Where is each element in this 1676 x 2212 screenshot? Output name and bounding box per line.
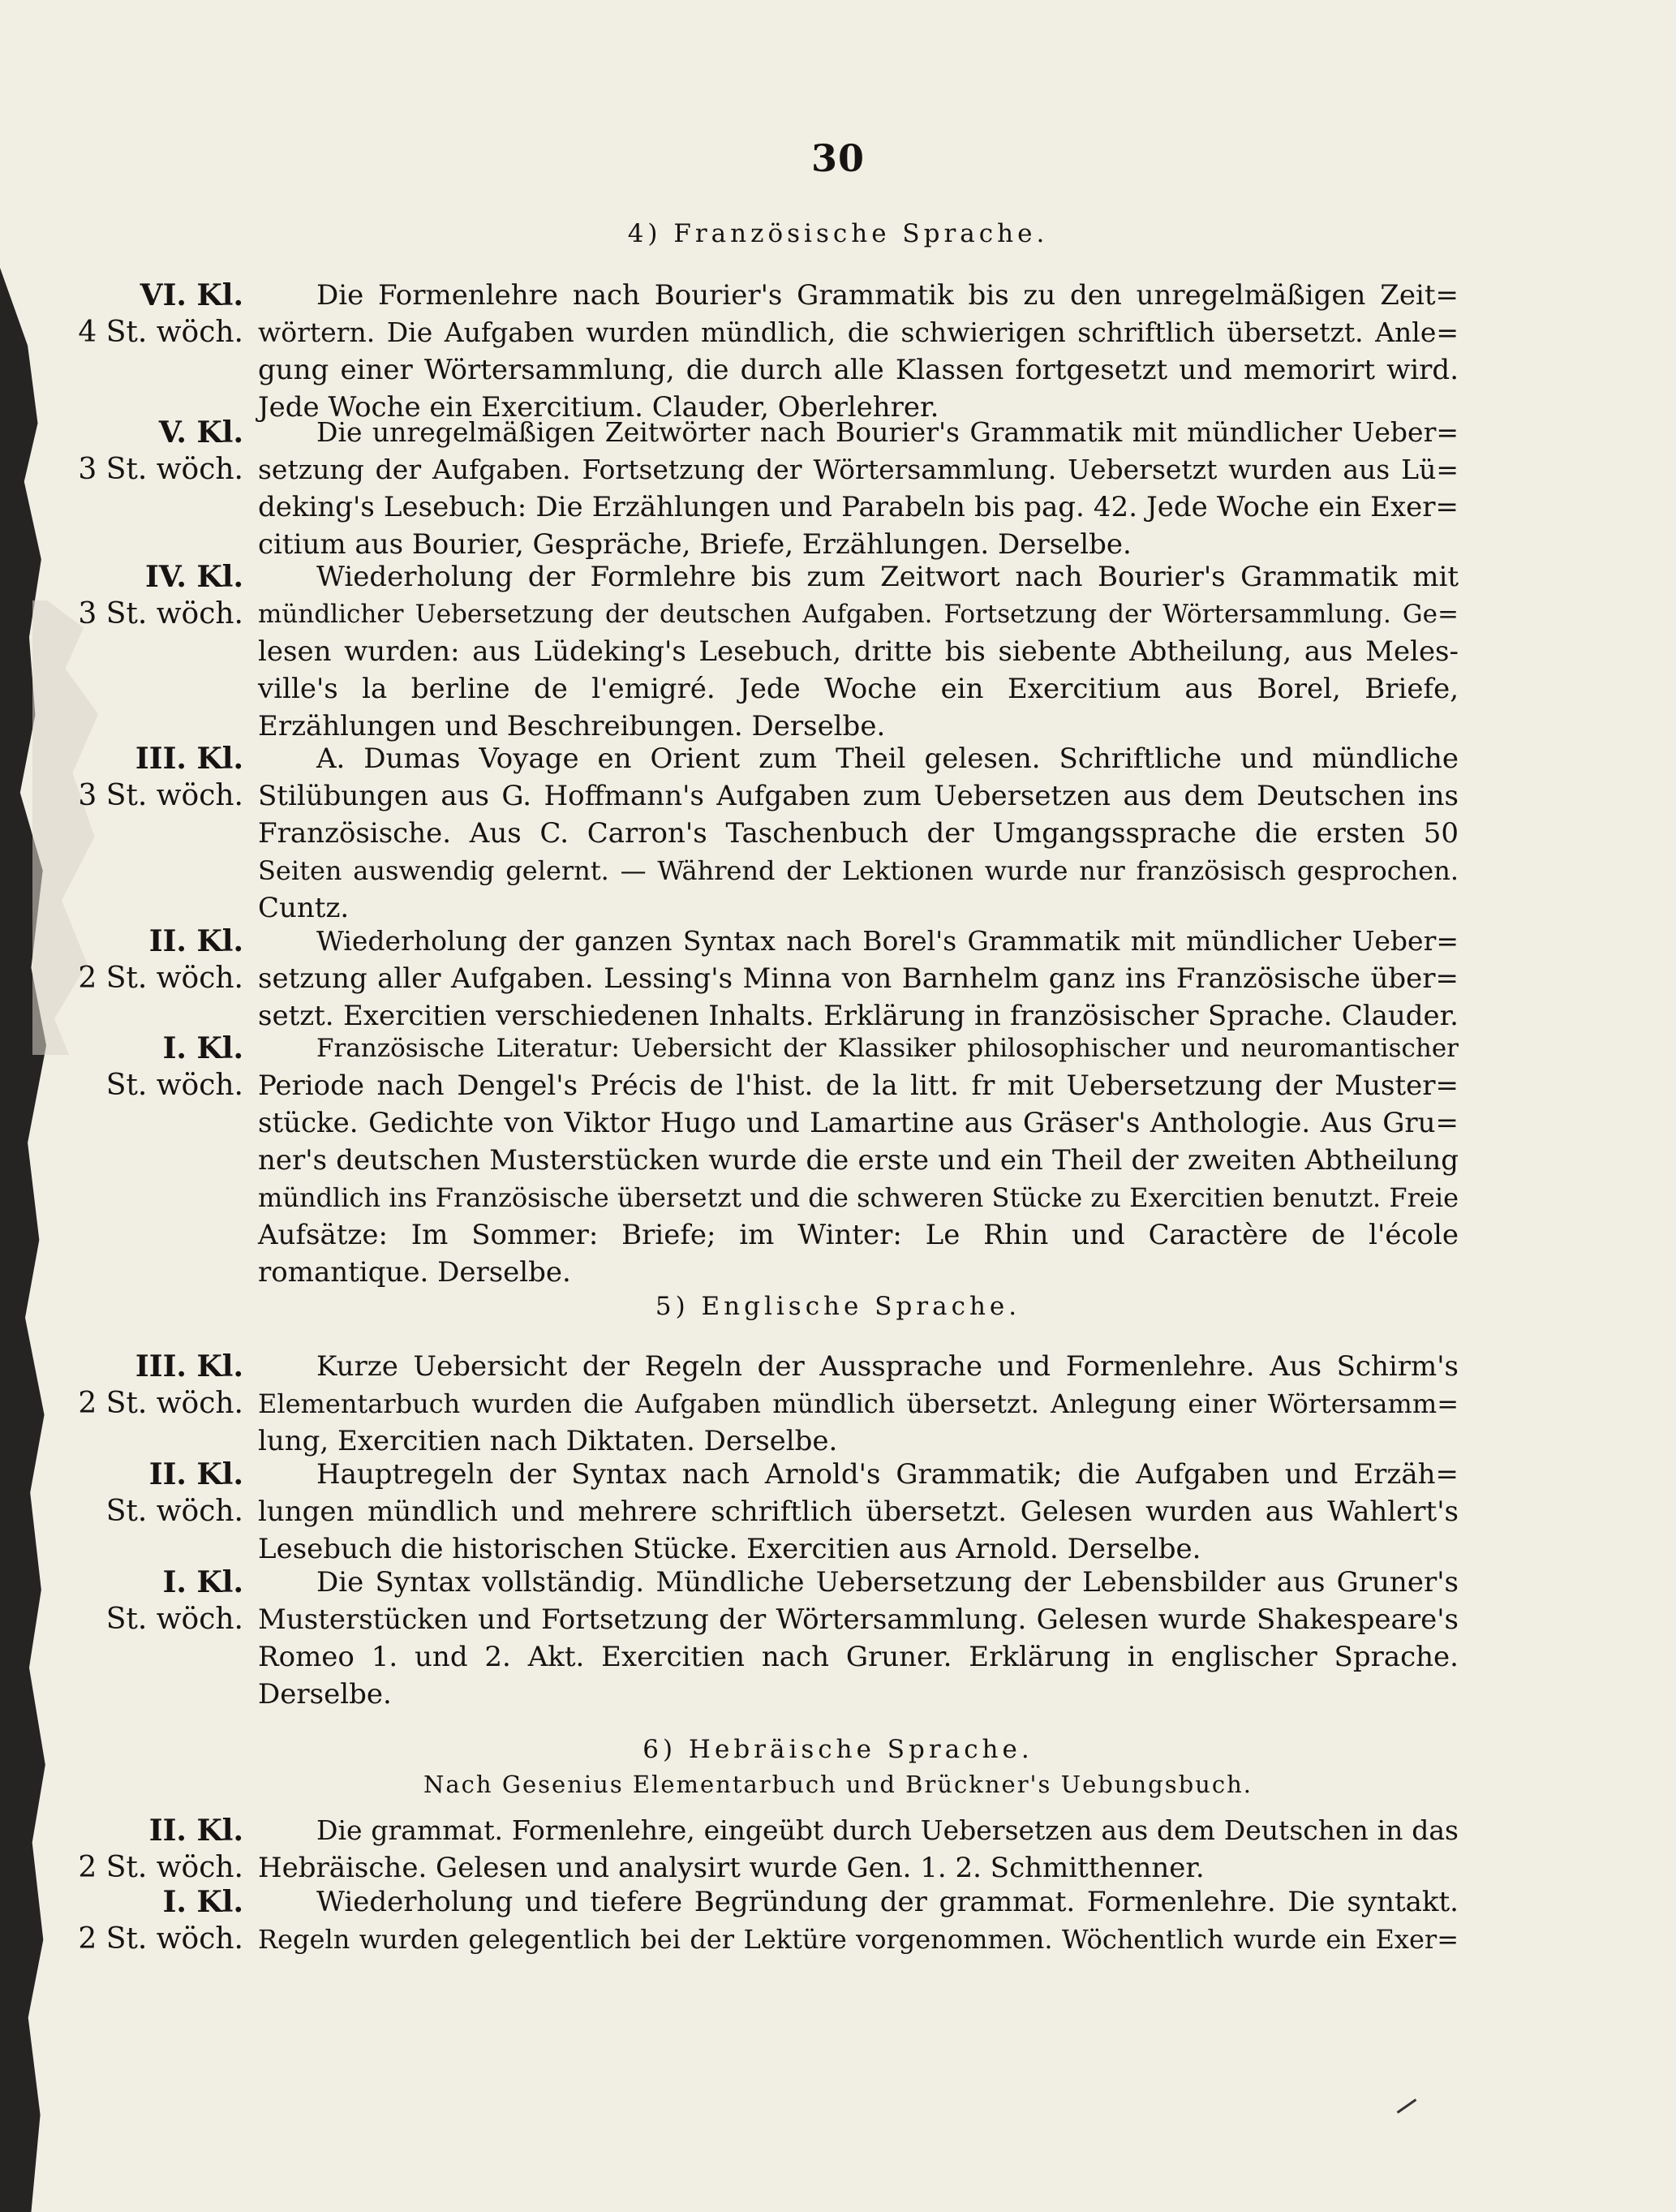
text-line: A. Dumas Voyage en Orient zum Theil gelesen. Schriftliche und mündliche bbox=[316, 742, 1459, 775]
text-line: lung, Exercitien nach Diktaten. Derselbe. bbox=[258, 1425, 838, 1457]
hours-label: 2 St. wöch. bbox=[78, 1922, 243, 1956]
text-line: Die grammat. Formenlehre, eingeübt durch Uebersetzen aus dem Deutschen in das bbox=[316, 1814, 1459, 1846]
text-line: Cuntz. bbox=[258, 892, 350, 924]
hours-label: 2 St. wöch. bbox=[78, 1387, 243, 1420]
text-line: Regeln wurden gelegentlich bei der Lektüre vorgenommen. Wöchentlich wurde ein Exer= bbox=[258, 1924, 1459, 1955]
text-line: Hebräische. Gelesen und analysirt wurde Gen. 1. 2. Schmitthenner. bbox=[258, 1852, 1205, 1884]
text-line: Die Syntax vollständig. Mündliche Uebersetzung der Lebensbilder aus Gruner's bbox=[316, 1566, 1459, 1599]
class-label: III. Kl. bbox=[135, 1349, 243, 1384]
text-line: Französische. Aus C. Carron's Taschenbuch der Umgangssprache die ersten 50 bbox=[258, 817, 1459, 850]
text-line: Hauptregeln der Syntax nach Arnold's Grammatik; die Aufgaben und Erzäh= bbox=[316, 1458, 1459, 1491]
class-label: III. Kl. bbox=[135, 742, 243, 776]
hours-label: St. wöch. bbox=[105, 1495, 243, 1528]
text-line: Stilübungen aus G. Hoffmann's Aufgaben zum Uebersetzen aus dem Deutschen ins bbox=[258, 780, 1459, 812]
class-label: I. Kl. bbox=[162, 1885, 243, 1919]
text-line: setzung der Aufgaben. Fortsetzung der Wörtersammlung. Uebersetzt wurden aus Lü= bbox=[258, 454, 1459, 485]
hours-label: St. wöch. bbox=[105, 1603, 243, 1636]
text-line: Erzählungen und Beschreibungen. Derselbe. bbox=[258, 710, 886, 742]
text-line: setzt. Exercitien verschiedenen Inhalts. Erklärung in französischer Sprache. Clauder. bbox=[258, 1000, 1459, 1032]
class-label: VI. Kl. bbox=[140, 278, 243, 312]
text-line: Französische Literatur: Uebersicht der Klassiker philosophischer und neuromantischer bbox=[316, 1034, 1459, 1063]
page-number: 30 bbox=[810, 136, 865, 180]
hours-label: 2 St. wöch. bbox=[78, 962, 243, 995]
text-line: Aufsätze: Im Sommer: Briefe; im Winter: Le Rhin und Caractère de l'école bbox=[258, 1219, 1459, 1251]
class-label: I. Kl. bbox=[162, 1031, 243, 1065]
text-line: Elementarbuch wurden die Aufgaben mündlich übersetzt. Anlegung einer Wörtersamm= bbox=[258, 1388, 1459, 1419]
text-line: lesen wurden: aus Lüdeking's Lesebuch, dritte bis siebente Abtheilung, aus Meles- bbox=[258, 635, 1459, 668]
text-line: ville's la berline de l'emigré. Jede Woche ein Exercitium aus Borel, Briefe, bbox=[258, 673, 1459, 705]
text-line: Jede Woche ein Exercitium. Clauder, Oberlehrer. bbox=[258, 391, 939, 424]
text-line: Wiederholung der Formlehre bis zum Zeitwort nach Bourier's Grammatik mit bbox=[316, 561, 1459, 593]
section-title-english: 5) Englische Sprache. bbox=[655, 1292, 1021, 1321]
hours-label: 2 St. wöch. bbox=[78, 1851, 243, 1884]
hours-label: 3 St. wöch. bbox=[78, 597, 243, 630]
text-line: Die unregelmäßigen Zeitwörter nach Bourier's Grammatik mit mündlicher Ueber= bbox=[316, 416, 1459, 448]
text-line: citium aus Bourier, Gespräche, Briefe, Erzählungen. Derselbe. bbox=[258, 528, 1132, 561]
text-line: Seiten auswendig gelernt. — Während der Lektionen wurde nur französisch gesprochen. bbox=[258, 855, 1459, 886]
pencil-mark bbox=[1397, 2098, 1417, 2114]
text-line: deking's Lesebuch: Die Erzählungen und Parabeln bis pag. 42. Jede Woche ein Exer= bbox=[258, 491, 1459, 523]
hours-label: 4 St. wöch. bbox=[78, 316, 243, 349]
section-title-hebrew: 6) Hebräische Sprache. bbox=[642, 1735, 1034, 1764]
text-line: Wiederholung der ganzen Syntax nach Borel's Grammatik mit mündlicher Ueber= bbox=[316, 925, 1459, 957]
class-label: II. Kl. bbox=[148, 1814, 243, 1848]
text-line: setzung aller Aufgaben. Lessing's Minna von Barnhelm ganz ins Französische über= bbox=[258, 962, 1459, 995]
class-label: II. Kl. bbox=[148, 1457, 243, 1491]
text-line: lungen mündlich und mehrere schriftlich übersetzt. Gelesen wurden aus Wahlert's bbox=[258, 1495, 1459, 1528]
section-subtitle-hebrew: Nach Gesenius Elementarbuch und Brückner's Uebungsbuch. bbox=[423, 1771, 1253, 1798]
hours-label: St. wöch. bbox=[105, 1069, 243, 1102]
text-line: Romeo 1. und 2. Akt. Exercitien nach Gruner. Erklärung in englischer Sprache. bbox=[258, 1641, 1459, 1673]
class-label: IV. Kl. bbox=[144, 560, 243, 594]
text-line: romantique. Derselbe. bbox=[258, 1256, 571, 1289]
class-label: I. Kl. bbox=[162, 1565, 243, 1599]
class-label: II. Kl. bbox=[148, 924, 243, 958]
text-line: Wiederholung und tiefere Begründung der grammat. Formenlehre. Die syntakt. bbox=[316, 1886, 1459, 1918]
text-line: Periode nach Dengel's Précis de l'hist. de la litt. fr mit Uebersetzung der Muster= bbox=[258, 1069, 1459, 1102]
hours-label: 3 St. wöch. bbox=[78, 453, 243, 486]
text-line: Derselbe. bbox=[258, 1678, 392, 1711]
text-line: mündlicher Uebersetzung der deutschen Aufgaben. Fortsetzung der Wörtersammlung. Ge= bbox=[258, 600, 1459, 629]
text-line: Lesebuch die historischen Stücke. Exercitien aus Arnold. Derselbe. bbox=[258, 1533, 1201, 1565]
class-label: V. Kl. bbox=[158, 415, 243, 450]
hours-label: 3 St. wöch. bbox=[78, 779, 243, 812]
text-line: ner's deutschen Musterstücken wurde die erste und ein Theil der zweiten Abtheilung bbox=[258, 1144, 1459, 1177]
text-line: stücke. Gedichte von Viktor Hugo und Lamartine aus Gräser's Anthologie. Aus Gru= bbox=[258, 1107, 1459, 1139]
section-title-french: 4) Französische Sprache. bbox=[627, 219, 1049, 248]
text-line: mündlich ins Französische übersetzt und die schweren Stücke zu Exercitien benutzt. Freie bbox=[258, 1182, 1459, 1213]
text-line: Musterstücken und Fortsetzung der Wörtersammlung. Gelesen wurde Shakespeare's bbox=[258, 1603, 1459, 1636]
text-line: wörtern. Die Aufgaben wurden mündlich, die schwierigen schriftlich übersetzt. Anle= bbox=[258, 316, 1459, 348]
text-line: Kurze Uebersicht der Regeln der Aussprache und Formenlehre. Aus Schirm's bbox=[316, 1350, 1459, 1383]
text-line: gung einer Wörtersammlung, die durch alle Klassen fortgesetzt und memorirt wird. bbox=[258, 354, 1459, 386]
text-line: Die Formenlehre nach Bourier's Grammatik bis zu den unregelmäßigen Zeit= bbox=[316, 279, 1459, 312]
